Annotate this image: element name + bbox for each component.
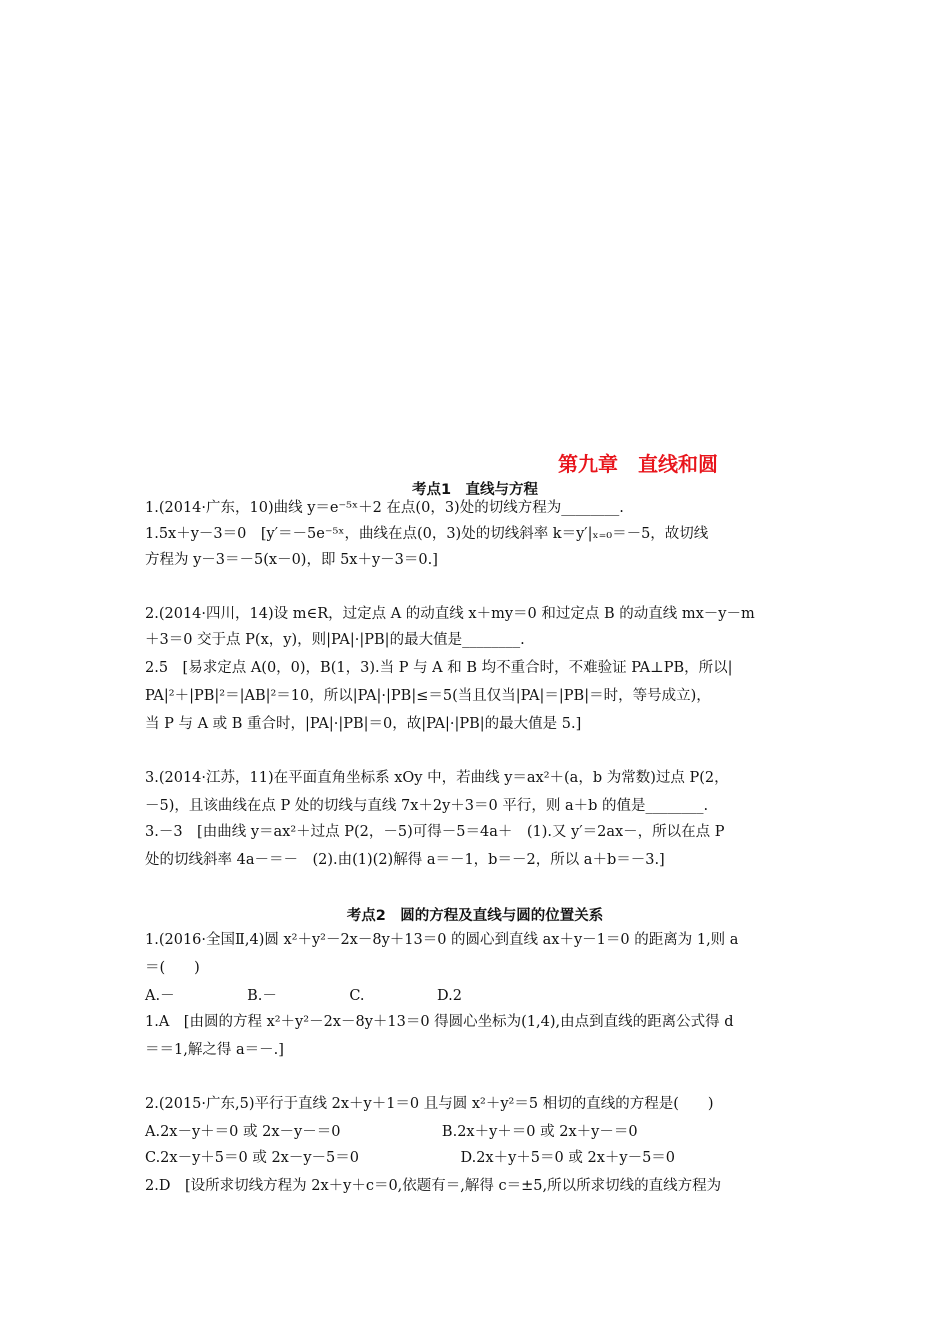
text-line: 2.(2014·四川，14)设 m∈R，过定点 A 的动直线 x＋my＝0 和过定点 B 的动直线 mx－y－m	[145, 606, 755, 622]
text-line: ＋3＝0 交于点 P(x，y)，则|PA|·|PB|的最大值是________.	[145, 632, 525, 648]
text-line: 2.(2015·广东,5)平行于直线 2x＋y＋1＝0 且与圆 x²＋y²＝5 相切的直线的方程是( )	[145, 1096, 714, 1112]
text-line: A.－ B.－ C. D.2	[145, 988, 462, 1004]
section-title-1: 考点1 直线与方程	[411, 482, 539, 498]
text-line: ＝( )	[145, 960, 200, 976]
text-line: 2.5 [易求定点 A(0，0)，B(1，3).当 P 与 A 和 B 均不重合时，不难验证 PA⊥PB，所以|	[145, 660, 733, 676]
section-title-2: 考点2 圆的方程及直线与圆的位置关系	[346, 908, 604, 924]
text-line: 3.(2014·江苏，11)在平面直角坐标系 xOy 中，若曲线 y＝ax²＋(a，b 为常数)过点 P(2，	[145, 770, 729, 786]
text-line: C.2x－y＋5＝0 或 2x－y－5＝0 D.2x＋y＋5＝0 或 2x＋y－5＝0	[145, 1150, 676, 1166]
text-line: 1.5x＋y－3＝0 [y′＝－5e⁻⁵ˣ，曲线在点(0，3)处的切线斜率 k＝y′|ₓ₌₀＝－5，故切线	[145, 526, 709, 542]
text-line: 1.(2014·广东，10)曲线 y＝e⁻⁵ˣ＋2 在点(0，3)处的切线方程为________.	[145, 500, 624, 516]
text-line: 3.－3 [由曲线 y＝ax²＋过点 P(2，－5)可得－5＝4a＋ (1).又 y′＝2ax－，所以在点 P	[145, 824, 725, 840]
text-line: 2.D [设所求切线方程为 2x＋y＋c＝0,依题有＝,解得 c＝±5,所以所求切线的直线方程为	[145, 1178, 722, 1194]
chapter-title: 第九章 直线和圆	[558, 452, 718, 476]
text-line: 1.(2016·全国Ⅱ,4)圆 x²＋y²－2x－8y＋13＝0 的圆心到直线 ax＋y－1＝0 的距离为 1,则 a	[145, 932, 739, 948]
text-line: 处的切线斜率 4a－＝－ (2).由(1)(2)解得 a＝－1，b＝－2，所以 a＋b＝－3.]	[145, 852, 665, 868]
text-line: 当 P 与 A 或 B 重合时，|PA|·|PB|＝0，故|PA|·|PB|的最大值是 5.]	[145, 716, 582, 732]
text-line: A.2x－y＋＝0 或 2x－y－＝0 B.2x＋y＋＝0 或 2x＋y－＝0	[145, 1124, 638, 1140]
text-line: ＝＝1,解之得 a＝－.]	[145, 1042, 284, 1058]
text-line: －5)，且该曲线在点 P 处的切线与直线 7x＋2y＋3＝0 平行，则 a＋b 的值是________.	[145, 798, 709, 814]
text-line: 方程为 y－3＝－5(x－0)，即 5x＋y－3＝0.]	[145, 552, 438, 568]
text-line: 1.A [由圆的方程 x²＋y²－2x－8y＋13＝0 得圆心坐标为(1,4),由点到直线的距离公式得 d	[145, 1014, 734, 1030]
text-line: PA|²＋|PB|²＝|AB|²＝10，所以|PA|·|PB|≤＝5(当且仅当|PA|＝|PB|＝时，等号成立)，	[145, 688, 711, 704]
